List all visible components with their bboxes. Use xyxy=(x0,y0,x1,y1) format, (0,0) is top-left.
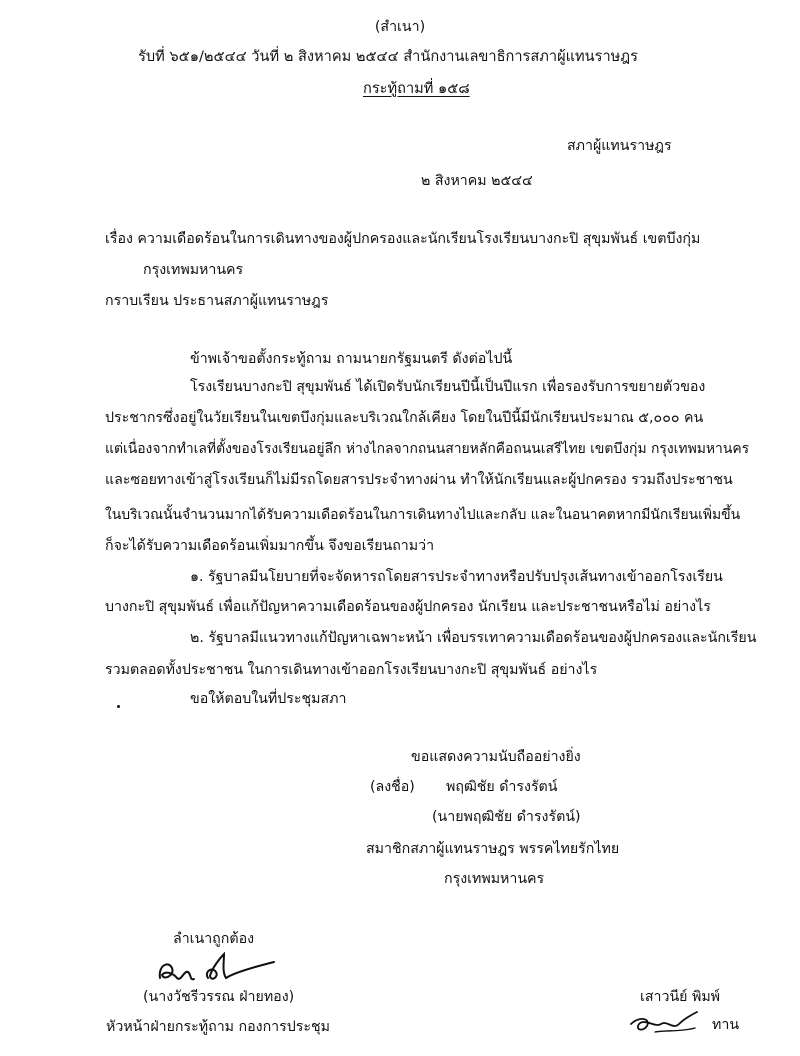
letter-date: ๒ สิงหาคม ๒๕๔๔ xyxy=(421,173,533,189)
subject-line-1: เรื่อง ความเดือดร้อนในการเดินทางของผู้ปกครองและนักเรียนโรงเรียนบางกะปิ สุขุมพันธ์ เขตบึงกุ่ม xyxy=(105,231,701,247)
intro-paragraph: ข้าพเจ้าขอตั้งกระทู้ถาม ถามนายกรัฐมนตรี ดังต่อไปนี้ xyxy=(190,351,513,367)
question-1-line: ๑. รัฐบาลมีนโยบายที่จะจัดหารถโดยสารประจำทางหรือปรับปรุงเส้นทางเข้าออกโรงเรียน xyxy=(190,569,723,585)
paragraph-line: และซอยทางเข้าสู่โรงเรียนก็ไม่มีรถโดยสารประจำทางผ่าน ทำให้นักเรียนและผู้ปกครอง รวมถึงประชาชน xyxy=(105,472,733,488)
certified-label: ลำเนาถูกต้อง xyxy=(173,931,255,947)
signed-prefix: (ลงชื่อ) xyxy=(370,779,415,795)
certifier-signature xyxy=(150,948,280,993)
signed-name: พฤฒิชัย ดำรงรัตน์ xyxy=(446,779,558,795)
subject-line-2: กรุงเทพมหานคร xyxy=(143,262,244,278)
province: กรุงเทพมหานคร xyxy=(444,871,545,887)
printed-name: (นายพฤฒิชัย ดำรงรัตน์) xyxy=(432,809,581,825)
paragraph-line: ประชากรซึ่งอยู่ในวัยเรียนในเขตบึงกุ่มและบริเวณใกล้เคียง โดยในปีนี้มีนักเรียนประมาณ ๕,๐๐๐ คน xyxy=(105,410,704,426)
salutation: กราบเรียน ประธานสภาผู้แทนราษฎร xyxy=(105,293,329,309)
checker-signature xyxy=(625,1006,710,1038)
paragraph-line: ในบริเวณนั้นจำนวนมากได้รับความเดือดร้อนในการเดินทางไปและกลับ และในอนาคตหากมีนักเรียนเพิ่มขึ้น xyxy=(105,507,741,523)
question-2-line: ๒. รัฐบาลมีแนวทางแก้ปัญหาเฉพาะหน้า เพื่อบรรเทาความเดือดร้อนของผู้ปกครองและนักเรียน xyxy=(190,630,757,646)
typist-name: เสาวนีย์ พิมพ์ xyxy=(640,989,721,1005)
closing-request: ขอให้ตอบในที่ประชุมสภา xyxy=(190,691,347,707)
certifier-name: (นางวัชรีวรรณ ฝ่ายทอง) xyxy=(143,989,295,1005)
stray-mark xyxy=(117,705,120,708)
regards: ขอแสดงความนับถืออย่างยิ่ง xyxy=(411,749,581,765)
question-1-line: บางกะปิ สุขุมพันธ์ เพื่อแก้ปัญหาความเดือดร้อนของผู้ปกครอง นักเรียน และประชาชนหรือไม่ อย่างไร xyxy=(105,599,711,615)
sender-office: สภาผู้แทนราษฎร xyxy=(567,138,672,154)
position: สมาชิกสภาผู้แทนราษฎร พรรคไทยรักไทย xyxy=(366,841,620,857)
paragraph-line: แต่เนื่องจากทำเลที่ตั้งของโรงเรียนอยู่ลึก ห่างไกลจากถนนสายหลักคือถนนเสรีไทย เขตบึงกุ่ม กรุงเทพมหานคร xyxy=(105,441,750,457)
copy-mark: (สำเนา) xyxy=(374,19,426,35)
question-number: กระทู้ถามที่ ๑๕๘ xyxy=(363,80,470,97)
question-2-line: รวมตลอดทั้งประชาชน ในการเดินทางเข้าออกโรงเรียนบางกะปิ สุขุมพันธ์ อย่างไร xyxy=(105,662,598,678)
certifier-title: หัวหน้าฝ่ายกระทู้ถาม กองการประชุม xyxy=(106,1019,330,1035)
paragraph-line: โรงเรียนบางกะปิ สุขุมพันธ์ ได้เปิดรับนักเรียนปีนี้เป็นปีแรก เพื่อรองรับการขยายตัวของ xyxy=(190,379,706,395)
checker-suffix: ทาน xyxy=(712,1017,740,1033)
receipt-line: รับที่ ๖๕๑/๒๕๔๔ วันที่ ๒ สิงหาคม ๒๕๔๔ สำนักงานเลขาธิการสภาผู้แทนราษฎร xyxy=(138,48,638,65)
paragraph-line: ก็จะได้รับความเดือดร้อนเพิ่มมากขึ้น จึงขอเรียนถามว่า xyxy=(105,538,435,554)
